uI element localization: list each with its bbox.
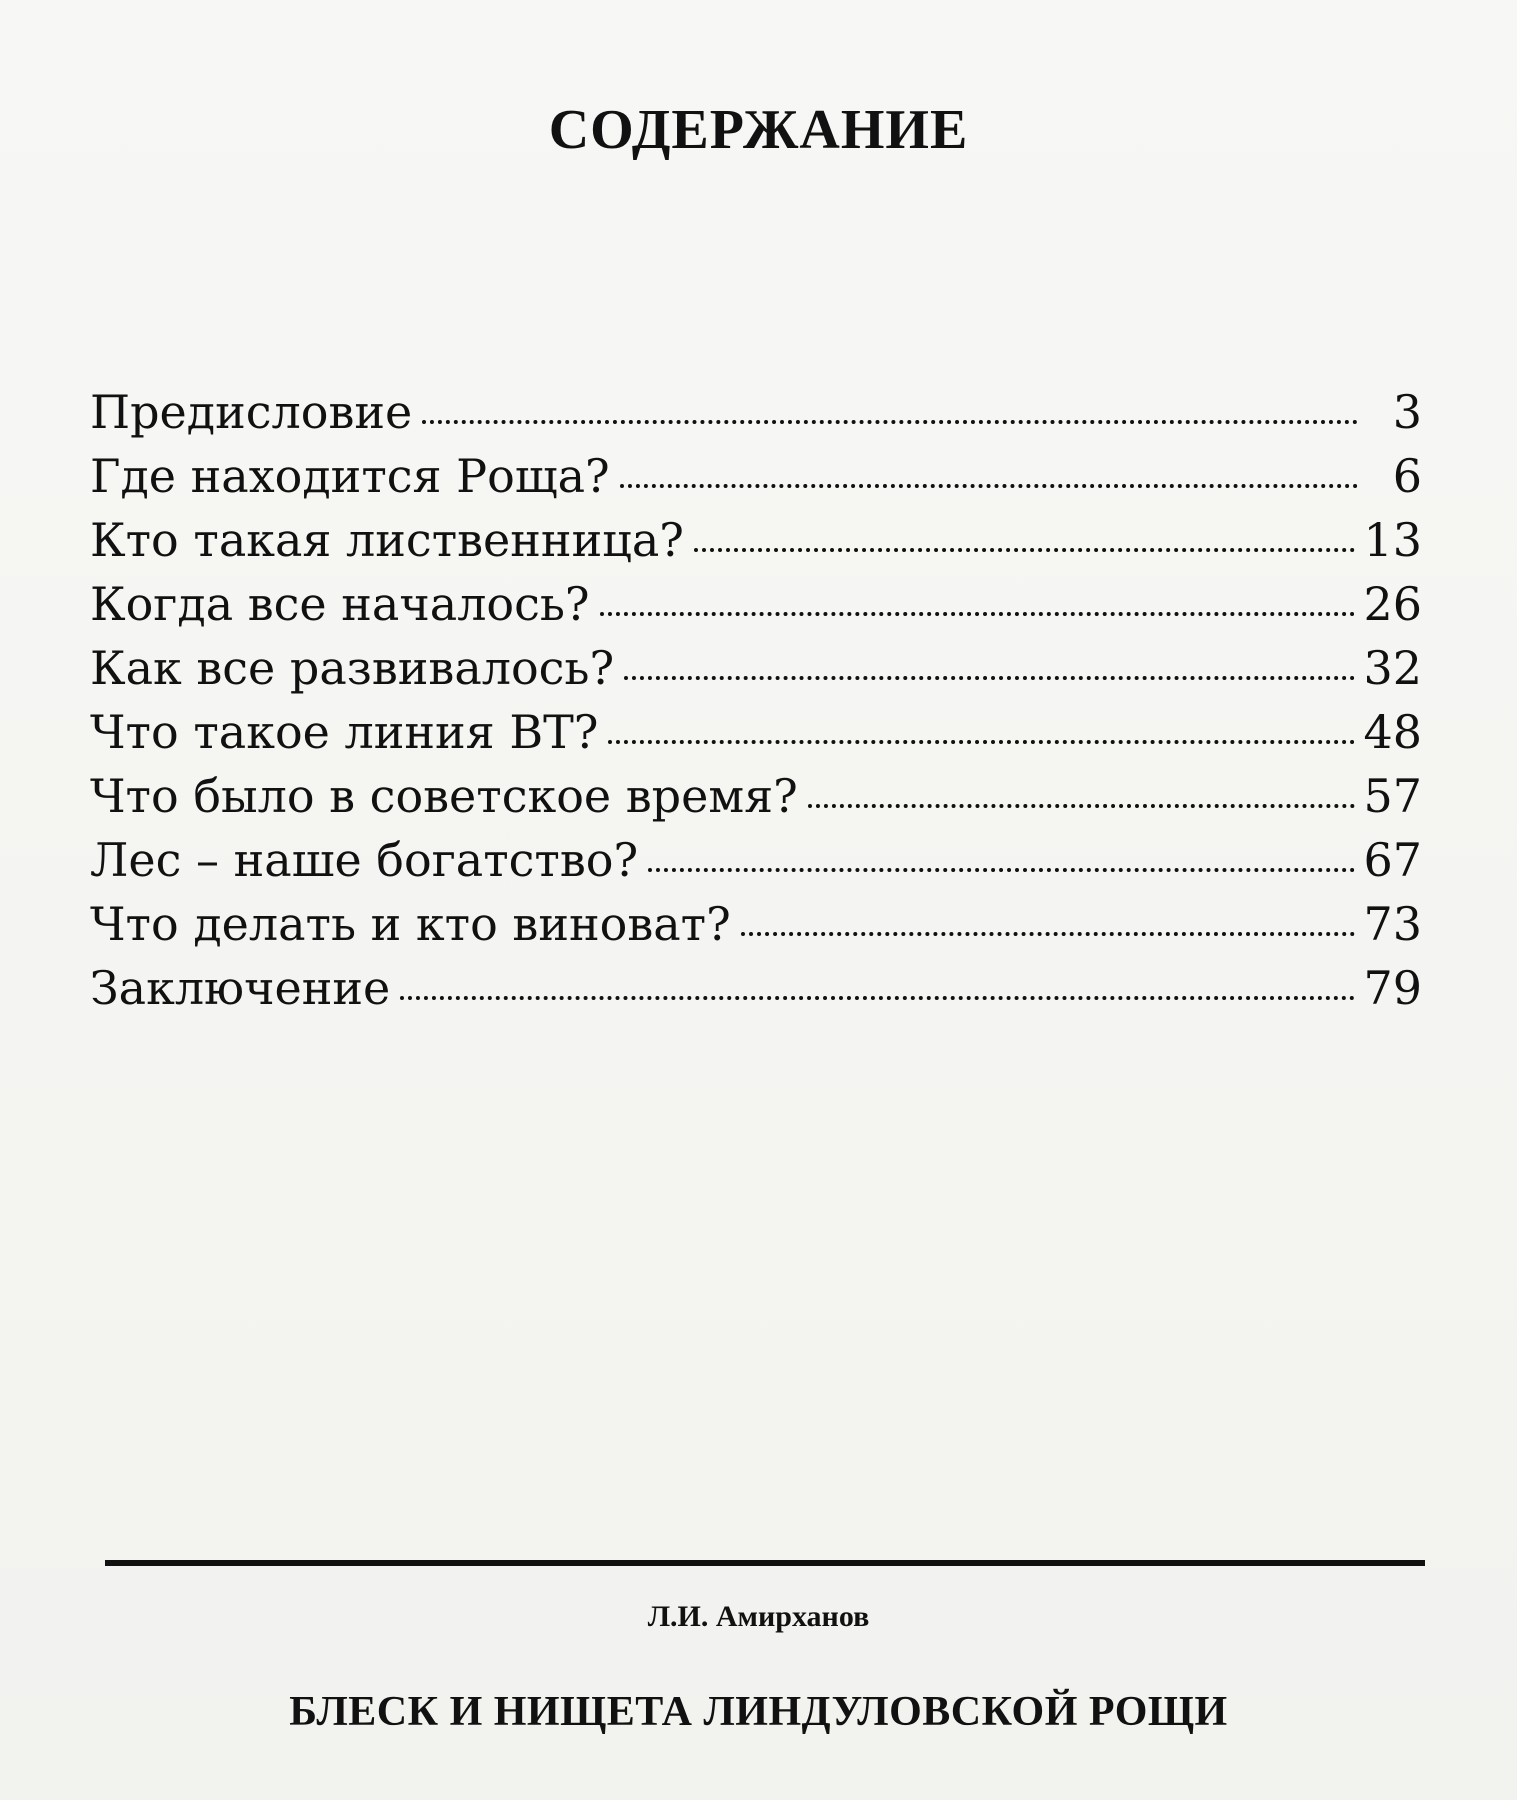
- toc-leader-dots: [741, 932, 1356, 936]
- toc-entry-page: 13: [1363, 513, 1422, 567]
- toc-entry-page: 73: [1363, 897, 1422, 951]
- toc-entry: [90, 892, 1422, 956]
- toc-entry-title: Кто такая лиственница?: [90, 513, 684, 567]
- toc-entry-title: Что делать и кто виноват?: [90, 897, 731, 951]
- toc-leader-dots: [400, 996, 1355, 1000]
- toc-entry-title: Как все развивалось?: [90, 641, 615, 695]
- toc-entry-title: Что было в советское время?: [90, 769, 798, 823]
- toc-entry-page: 26: [1363, 577, 1422, 631]
- toc-leader-dots: [608, 740, 1355, 744]
- toc-entry-title: Заключение: [90, 961, 391, 1015]
- toc-leader-dots: [422, 420, 1358, 424]
- horizontal-rule: [105, 1560, 1425, 1566]
- toc-entry-title: Что такое линия ВТ?: [90, 705, 599, 759]
- toc-leader-dots: [600, 612, 1356, 616]
- toc-entry-page: 67: [1363, 833, 1422, 887]
- book-title: БЛЕСК И НИЩЕТА ЛИНДУЛОВСКОЙ РОЩИ: [289, 1689, 1228, 1735]
- toc-entry: [90, 572, 1422, 636]
- toc-entry-title: Когда все началось?: [90, 577, 590, 631]
- toc-entry-page: 6: [1392, 449, 1422, 503]
- toc-leader-dots: [648, 868, 1355, 872]
- toc-entry: [90, 700, 1422, 764]
- toc-entry: [90, 444, 1422, 508]
- toc-entry-page: 48: [1363, 705, 1422, 759]
- toc-entry-page: 32: [1363, 641, 1422, 695]
- toc-leader-dots: [624, 676, 1355, 680]
- toc-entry-page: 79: [1363, 961, 1422, 1015]
- toc-entry-title: Лес – наше богатство?: [90, 833, 639, 887]
- toc-entry: [90, 764, 1422, 828]
- toc-entry: [90, 508, 1422, 572]
- toc-leader-dots: [808, 804, 1356, 808]
- toc-entry-title: Где находится Роща?: [90, 449, 610, 503]
- toc-entry: [90, 828, 1422, 892]
- toc-leader-dots: [620, 484, 1358, 488]
- table-of-contents: [90, 380, 1422, 1020]
- toc-entry: [90, 636, 1422, 700]
- author-name: Л.И. Амирханов: [647, 1600, 870, 1633]
- toc-entry-title: Предисловие: [90, 385, 413, 439]
- toc-entry-page: 57: [1363, 769, 1422, 823]
- toc-leader-dots: [694, 548, 1356, 552]
- contents-heading: СОДЕРЖАНИЕ: [548, 99, 969, 161]
- toc-entry-page: 3: [1392, 385, 1422, 439]
- toc-entry: [90, 956, 1422, 1020]
- toc-entry: [90, 380, 1422, 444]
